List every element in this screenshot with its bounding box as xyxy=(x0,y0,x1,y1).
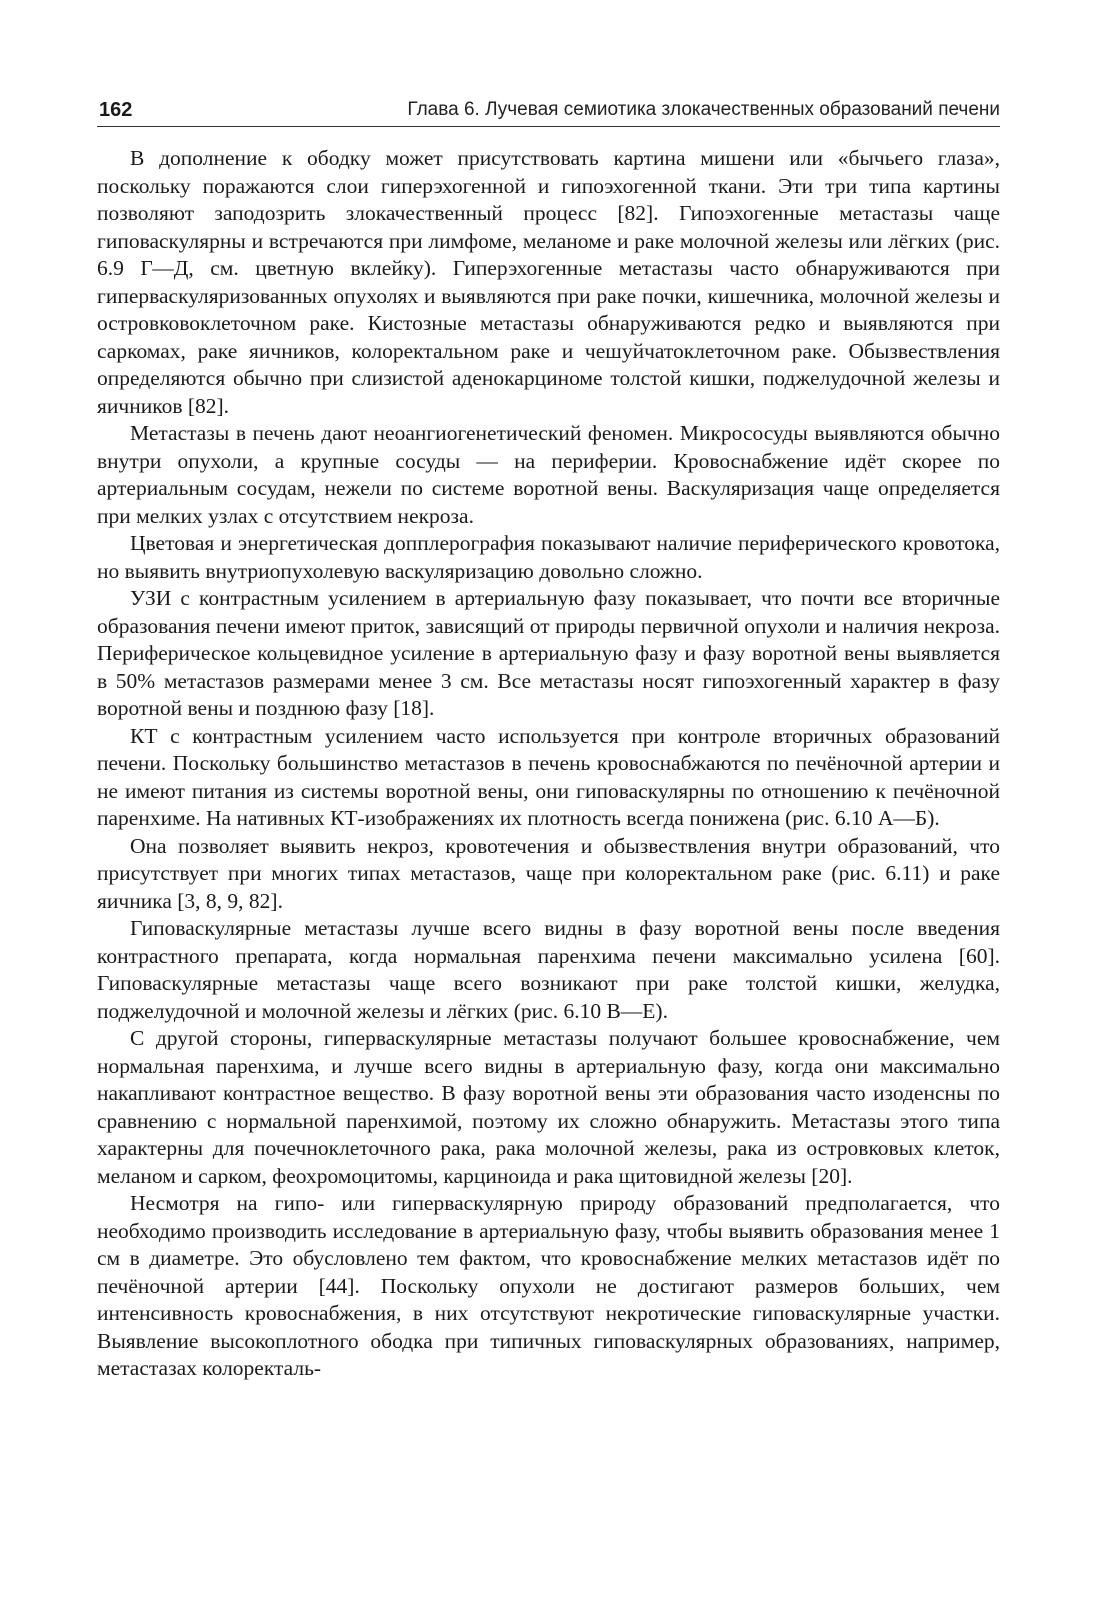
paragraph: Метастазы в печень дают неоангиогенетический феномен. Микрососуды выявляются обычно внутри опухоли, а крупные сосуды — на периферии. Кровоснабжение идёт скорее по артериальным сосудам, нежели по системе воротной вены. Васкуляризация чаще определяется при мелких узлах с отсутствием некроза. xyxy=(97,421,1000,528)
paragraph: С другой стороны, гиперваскулярные метастазы получают большее кровоснабжение, чем нормальная паренхима, и лучше всего видны в артериальную фазу, когда они максимально накапливают контрастное вещество. В фазу воротной вены эти образования часто изоденсны по сравнению с нормальной паренхимой, поэтому их сложно обнаружить. Метастазы этого типа характерны для почечноклеточного рака, рака молочной железы, рака из островковых клеток, меланом и сарком, феохромоцитомы, карциноида и рака щитовидной железы [20]. xyxy=(97,1026,1000,1188)
paragraph: В дополнение к ободку может присутствовать картина мишени или «бычьего глаза», поскольку поражаются слои гиперэхогенной и гипоэхогенной ткани. Эти три типа картины позволяют заподозрить злокачественный процесс [82]. Гипоэхогенные метастазы чаще гиповаскулярны и встречаются при лимфоме, меланоме и раке молочной железы или лёгких (рис. 6.9 Г—Д, см. цветную вклейку). Гиперэхогенные метастазы часто обнаруживаются при гиперваскуляризованных опухолях и выявляются при раке почки, кишечника, молочной железы и островковоклеточном раке. Кистозные метастазы обнаруживаются редко и выявляются при саркомах, раке яичников, колоректальном раке и чешуйчатоклеточном раке. Обызвествления определяются обычно при слизистой аденокарциноме толстой кишки, поджелудочной железы и яичников [82]. xyxy=(97,146,1000,418)
paragraph: Цветовая и энергетическая допплерография показывают наличие периферического кровотока, но выявить внутриопухолевую васкуляризацию довольно сложно. xyxy=(97,531,1000,583)
paragraph: КТ с контрастным усилением часто используется при контроле вторичных образований печени. Поскольку большинство метастазов в печень кровоснабжаются по печёночной артерии и не имеют питания из системы воротной вены, они гиповаскулярны по отношению к печёночной паренхиме. На нативных КТ-изображениях их плотность всегда понижена (рис. 6.10 А—Б). xyxy=(97,723,1000,830)
chapter-title: Глава 6. Лучевая семиотика злокачественных образований печени xyxy=(407,99,1000,120)
running-header xyxy=(97,96,1000,127)
paragraph: Несмотря на гипо- или гиперваскулярную природу образований предполагается, что необходимо производить исследование в артериальную фазу, чтобы выявить образования менее 1 см в диаметре. Это обусловлено тем фактом, что кровоснабжение мелких метастазов идёт по печёночной артерии [44]. Поскольку опухоли не достигают размеров больших, чем интенсивность кровоснабжения, в них отсутствуют некротические гиповаскулярные участки. Выявление высокоплотного ободка при типичных гиповаскулярных образованиях, например, метастазах колоректаль- xyxy=(97,1191,1000,1380)
page-number: 162 xyxy=(99,99,133,121)
paragraph: Она позволяет выявить некроз, кровотечения и обызвествления внутри образований, что присутствует при многих типах метастазов, чаще при колоректальном раке (рис. 6.11) и раке яичника [3, 8, 9, 82]. xyxy=(97,833,1000,913)
paragraph: Гиповаскулярные метастазы лучше всего видны в фазу воротной вены после введения контрастного препарата, когда нормальная паренхима печени максимально усилена [60]. Гиповаскулярные метастазы чаще всего возникают при раке толстой кишки, желудка, поджелудочной и молочной железы и лёгких (рис. 6.10 В—Е). xyxy=(97,916,1000,1023)
body-text xyxy=(97,145,1000,1383)
paragraph: УЗИ с контрастным усилением в артериальную фазу показывает, что почти все вторичные образования печени имеют приток, зависящий от природы первичной опухоли и наличия некроза. Периферическое кольцевидное усиление в артериальную фазу и фазу воротной вены выявляется в 50% метастазов размерами менее 3 см. Все метастазы носят гипоэхогенный характер в фазу воротной вены и позднюю фазу [18]. xyxy=(97,586,1000,720)
